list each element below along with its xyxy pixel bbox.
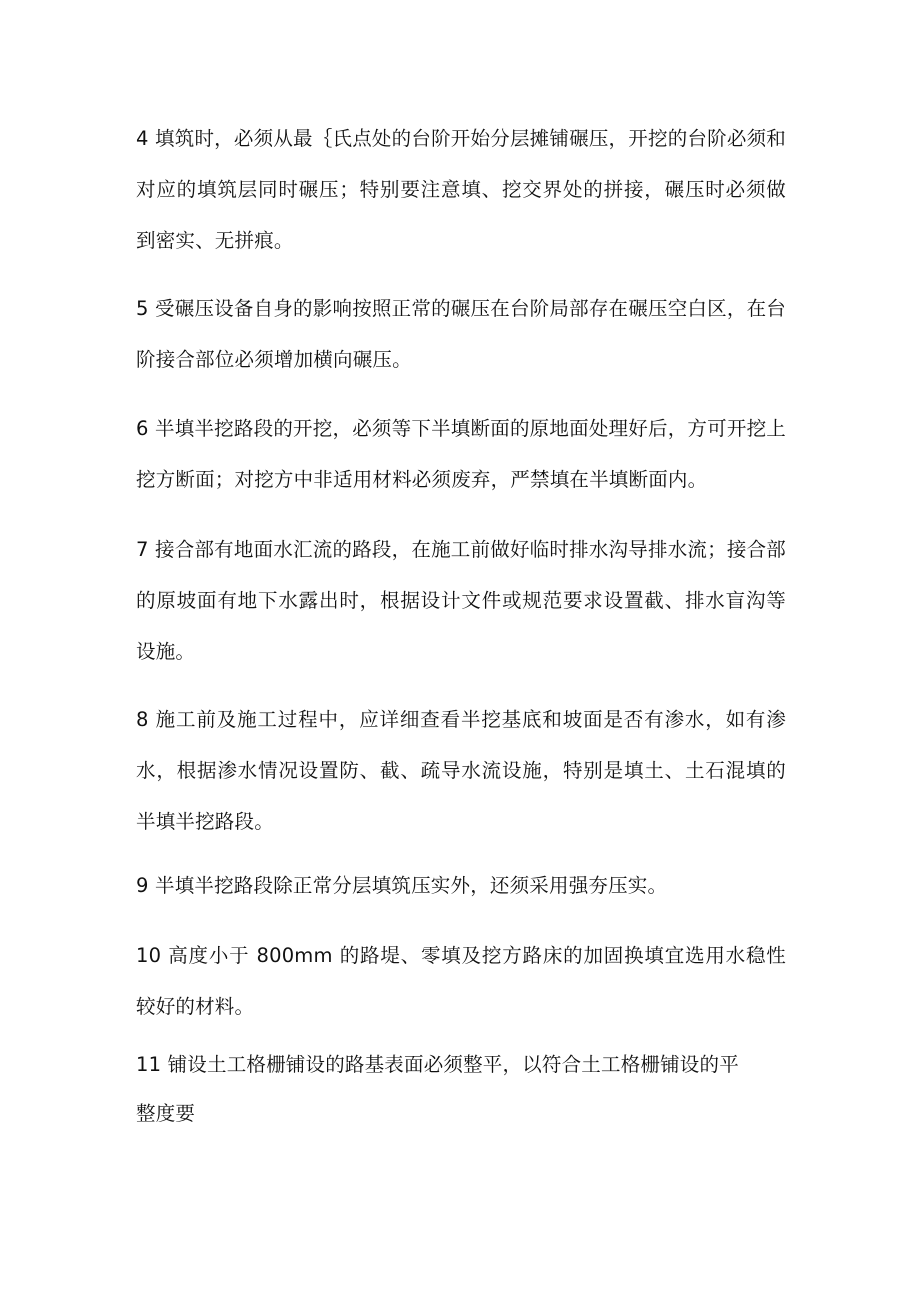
paragraph-item-11: 11 铺设土工格栅铺设的路基表面必须整平，以符合土工格栅铺设的平整度要 bbox=[136, 1053, 739, 1125]
paragraph-item-6: 6 半填半挖路段的开挖，必须等下半填断面的原地面处理好后，方可开挖上挖方断面；对挖方中非适用材料必须废弃，严禁填在半填断面内。 bbox=[136, 417, 786, 491]
paragraph-item-7: 7 接合部有地面水汇流的路段，在施工前做好临时排水沟导排水流；接合部的原坡面有地下水露出时，根据设计文件或规范要求设置截、排水盲沟等设施。 bbox=[136, 538, 786, 663]
paragraph-item-10: 10 高度小于 800mm 的路堤、零填及挖方路床的加固换填宜选用水稳性较好的材料。 bbox=[136, 944, 786, 1018]
paragraph-item-4: 4 填筑时，必须从最｛氏点处的台阶开始分层摊铺碾压，开挖的台阶必须和对应的填筑层同时碾压；特别要注意填、挖交界处的拼接，碾压时必须做到密实、无拼痕。 bbox=[136, 127, 786, 252]
paragraph-item-8: 8 施工前及施工过程中，应详细查看半挖基底和坡面是否有渗水，如有渗水，根据渗水情况设置防、截、疏导水流设施，特别是填土、土石混填的半填半挖路段。 bbox=[136, 708, 786, 833]
paragraph-item-9: 9 半填半挖路段除正常分层填筑压实外，还须采用强夯压实。 bbox=[136, 874, 668, 897]
paragraph-item-5: 5 受碾压设备自身的影响按照正常的碾压在台阶局部存在碾压空白区，在台阶接合部位必须增加横向碾压。 bbox=[136, 297, 786, 371]
